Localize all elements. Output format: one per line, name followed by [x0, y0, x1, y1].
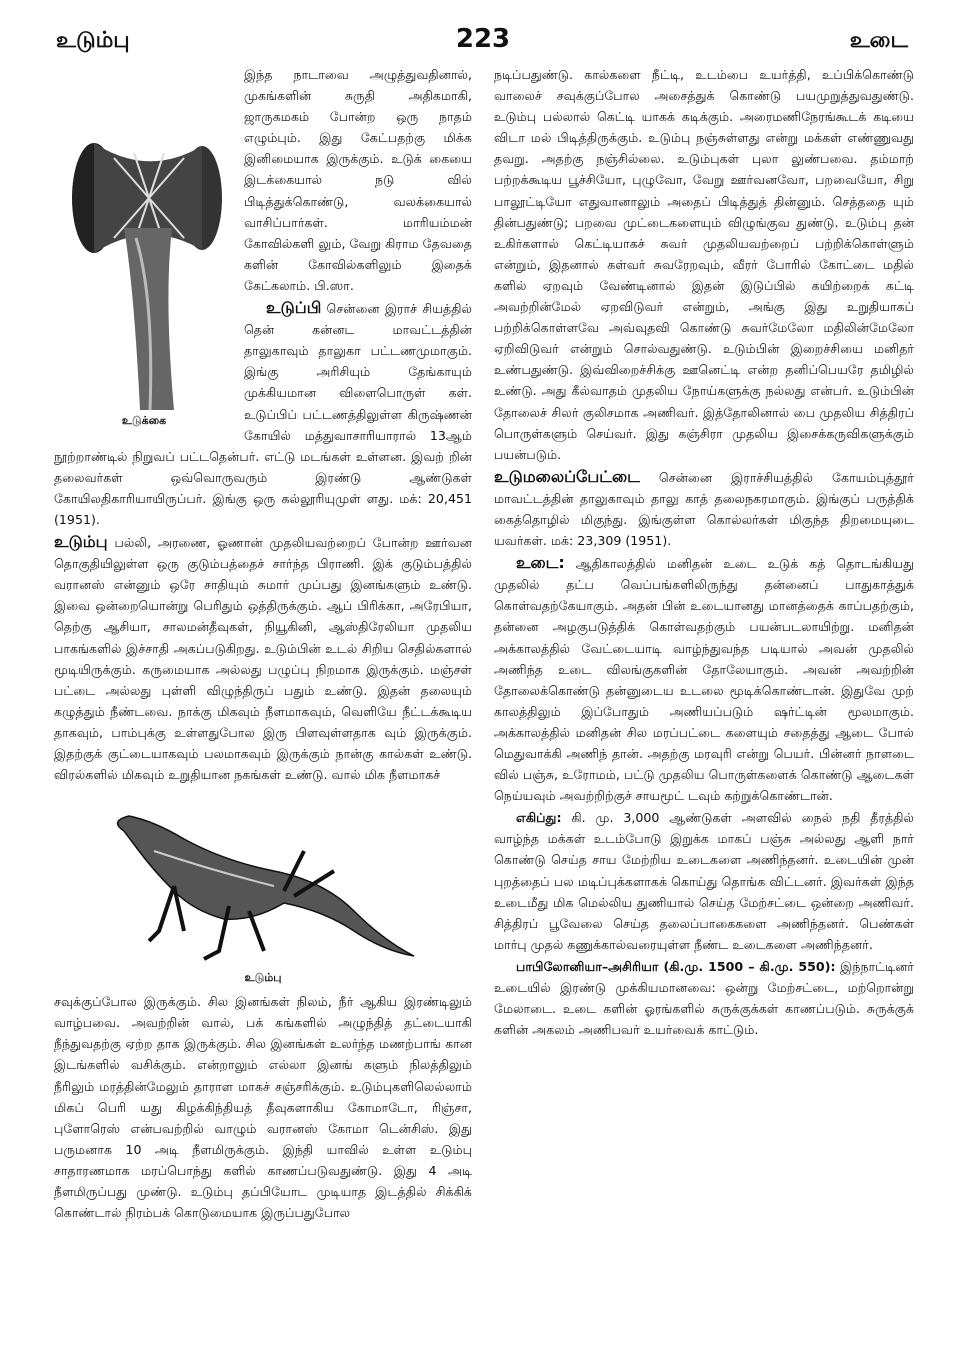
- babylon-text: இந்நாட்டினர் உடையில் இரண்டு முக்கியமானவை: ஒன்று மேற்சட்டை, மற்றொன்று மேலாடை. உடை களின் ஓரங்களில் சுருக்குக்கள் காணப்படும். சுருக்குக் களின் அகலம் அணிபவர் உயர்வைக் காட்டும்.: [494, 958, 914, 1038]
- left-para-after: சவுக்குப்போல இருக்கும். சில இனங்கள் நிலம், நீர் ஆகிய இரண்டிலும் வாழ்பவை. அவற்றின் வால், பக் கங்களில் அழுந்தித் தட்டையாகி நீந்துவதற்கு ஏற்ற தாக இருக்கும். சில இனங்கள் உலர்ந்த மணற்பாங் கான இடங்களில் வசிக்கும். என்றாலும் எல்லா இனங் களும் நிலத்திலும் நீரிலும் மரத்தின்மேலும் தாராள மாகச் சஞ்சரிக்கும். உடும்புகளிலெல்லாம் மிகப் பெரி யது கிழக்கிந்தியத் தீவுகளாகிய கோமாடோ, ரிஞ்சா, புளோரெஸ் என்பவற்றில் வாழும் வரானஸ் கோமா டென்சிஸ். இது பருமனாக 10 அடி நீளமிருக்கும். இந்தி யாவில் உள்ள உடும்பு சாதாரணமாக மரப்பொந்து களில் காணப்படுவதுண்டு. இது 4 அடி நீளமிருப்பது முண்டு. உடும்பு தப்பியோட முடியாத இடத்தில் சிக்கிக் கொண்டால் நிரம்பக் கொடுமையாக இருப்பதுபோல: [54, 994, 472, 1221]
- udai-headword: உடை:: [516, 553, 565, 573]
- egypt-text: கி. மு. 3,000 ஆண்டுகள் அளவில் நைல் நதி தீரத்தில் வாழ்ந்த மக்கள் உடம்போடு இறுக்க மாகப் பஞ்சு அல்லது ஆளி நார் கொண்டு செய்த சாய மேற்றிய உடைகளை அணிந்தனர். உடையின் முன் புறத்தைப் பல மடிப்புக்களாகக் கொய்து தொங்க விட்டனர். இவர்கள் இந்த உடைமீது மிக மெல்லிய துணியால் செய்த மேற்சட்டை ஒன்றை அணிவர். சித்திரப் பூவேலை செய்த தலைப்பாகைகளை அணிந்தனர். பெண்கள் மார்பு முதல் கணுக்கால்வரையுள்ள நீண்ட உடைகளை அணிந்தனர்.: [494, 810, 914, 952]
- drum-caption: உடுக்கை: [121, 414, 167, 427]
- header-right-word: உடை: [849, 28, 908, 53]
- header-left-word: உடும்பு: [56, 28, 130, 53]
- egypt-heading: எகிப்து:: [516, 810, 562, 826]
- udumbu-entry: [54, 531, 472, 785]
- udumbu-headword: உடும்பு: [54, 532, 108, 552]
- page-number: 223: [455, 24, 511, 54]
- udumalai-entry: [494, 466, 914, 551]
- udumalai-headword: உடுமலைப்பேட்டை: [494, 466, 640, 486]
- page-header: [0, 0, 966, 60]
- udupi-text: சென்னை இராச் சியத்தில் தென் கன்னட மாவட்டத்தின் தாலுகாவும் தாலுகா பட்டணமுமாகும். இங்கு அரிசியும் தேங்காயும் முக்கியமான விளைபொருள் கள். உடுப்பிப் பட்டணத்திலுள்ள கிருஷ்ணன் கோயில் மத்துவாசாரியாரால் 13ஆம் நூற்றாண்டில் நிறுவப் பட்டதென்பர். எட்டு மடங்கள் உள்ளன. இவற் றின் தலைவர்கள் ஒவ்வொருவரும் இரண்டு ஆண்டுகள் கோயிலதிகாரியாயிருப்பர். இங்கு ஒரு கல்லூரியுமுள் ளது. மக்: 20,451 (1951).: [54, 301, 472, 527]
- babylon-section: [494, 956, 914, 1040]
- left-column: [54, 64, 472, 1223]
- right-para-1: நடிப்பதுண்டு. கால்களை நீட்டி, உடம்பை உயர்த்தி, உப்பிக்கொண்டு வாலைச் சவுக்குப்போல அசைத்துக் கொண்டு பயமுறுத்துவதுண்டு. உடும்பு பல்லால் கெட்டி யாகக் கடிக்கும். அரைமணிநேரங்கூடக் கடியை விடா மல் பிடித்திருக்கும். உடும்பு நஞ்சுள்ளது என்று மக்கள் எண்ணுவது தவறு. அதற்கு நஞ்சில்லை. உடும்புகள் புலா லுண்பவை. தம்மாற் பற்றக்கூடிய பூச்சியோ, புழுவோ, வேறு ஊர்வனவோ, பறவையோ, சிறு பாலூட்டியோ எதுவானாலும் அதைப் பிடித்துத் தின்னும். செத்ததை யும் தின்பதுண்டு; பறவை முட்டைகளையும் விழுங்குவ துண்டு. உடும்பு தன் உகிர்களால் கெட்டியாகச் சுவர் முதலியவற்றைப் பற்றிக்கொள்ளும் என்றும், இதனால் கள்வர் சுவரேறவும், வீரர் போரில் கோட்டை மதில் களில் ஏறவும் வேண்டினால் இதன் இடுப்பில் கயிற்றைக் கட்டி அவற்றின்மேல் ஏறவிடுவர் என்றும், அங்கு இது உறுதியாகப் பற்றிக்கொள்ளவே அவ்வுதவி கொண்டு சுவர்மேலோ மதிலின்மேலோ ஏறிவிடுவர் என்றும் சொல்வதுண்டு. உடும்பின் இறைச்சியை மனிதர் உண்பதுண்டு. இவ்விறைச்சிக்கு ஊனெட்டி என்ற தனிப்பெயரே தமிழில் உண்டு. அது கீல்வாதம் முதலிய நோய்களுக்கு நல்லது என்பர். உடும்பின் தோலைச் சிலர் குலிசமாக அணிவர். இத்தோலினால் பை முதலிய சித்திரப் பொருள்களும் செய்வர். இது கஞ்சிரா முதலிய இசைக்கருவிகளுக்கும் பயன்படும்.: [494, 67, 914, 462]
- udai-entry: [494, 552, 914, 806]
- udai-text: ஆதிகாலத்தில் மனிதன் உடை உடுக் கத் தொடங்கியது முதலில் தட்ப வெப்பங்களிலிருந்து தன்னைப் பாதுகாத்துக் கொள்வதற்கேயாகும். அதன் பின் உடையானது மானத்தைக் காப்பதற்கும், தன்னை அழகுபடுத்திக் கொள்வதற்கும் பயன்படலாயிற்று. மனிதன் அக்காலத்தில் வேட்டையாடி வாழ்ந்துவந்த படியால் அவன் முதலில் அணிந்த உடை விலங்குகளின் தோலேயாகும். அவன் அவற்றின் தோலைக்கொண்டு தன்னுடைய உடலை மூடிக்கொண்டான். இதுவே முற் காலத்திலும் இப்போதும் அணியப்படும் ஷர்ட்டின் மூலமாகும். அக்காலத்தில் மனிதன் சில மரப்பட்டை களையும் சதைத்து ஆடை போல் மெதுவாக்கி அணிந் தான். அதற்கு மரவுரி என்று பெயர். பின்னர் நாளடை வில் பஞ்சு, உரோமம், பட்டு முதலிய பொருள்களைக் கொண்டு ஆடைகள் நெய்யவும் அவற்றிற்குச் சாயமூட் டவும் கற்றுக்கொண்டான்.: [494, 556, 914, 804]
- monitor-lizard-illustration-icon: [54, 791, 472, 967]
- egypt-section: [494, 807, 914, 955]
- drum-figure: [54, 128, 234, 430]
- lizard-figure: [54, 791, 472, 987]
- udumalai-text: சென்னை இராச்சியத்தில் கோயம்புத்தூர் மாவட்டத்தின் தாலுகாவும் தாலு காத் தலைநகரமாகும். இங்குப் பருத்திக் கைத்தொழில் மிகுந்து. இங்குள்ள கொல்லர்கள் மிகுந்த திறமையுடை யவர்கள். மக்: 23,309 (1951).: [494, 469, 914, 549]
- right-column: [494, 64, 914, 1040]
- udumbu-text: பல்லி, அரணை, ஓணான் முதலியவற்றைப் போன்ற ஊர்வன தொகுதியிலுள்ள ஒரு குடும்பத்தைச் சார்ந்த பிராணி. இக் குடும்பத்தில் வரானஸ் என்னும் ஒரே சாதியும் சுமார் முப்பது இனங்களும் உண்டு. இவை ஒன்றையொன்று பெரிதும் ஒத்திருக்கும். ஆப் பிரிக்கா, அரேபியா, தெற்கு ஆசியா, சாலமன்தீவுகள், நியூகினி, ஆஸ்திரேலியா முதலிய பாகங்களில் இச்சாதி அகப்படுகிறது. உடும்பின் உடல் சிறிய செதில்களால் மூடியிருக்கும். கருமையாக அல்லது பழுப்பு நிறமாக இருக்கும். மஞ்சள் பட்டை அல்லது புள்ளி விழுந்திருப் பதும் உண்டு. இதன் தலையும் கழுத்தும் நீண்டவை. நாக்கு மிகவும் நீளமாகவும், வெளியே நீட்டக்கூடிய தாகவும், பாம்புக்கு உள்ளதுபோல இரு பிளவுள்ளதாக வும் இருக்கும். இதற்குக் குட்டையாகவும் பலமாகவும் இருக்கும் நான்கு கால்கள் உண்டு. விரல்களில் மிகவும் உறுதியான நகங்கள் உண்டு. வால் மிக நீளமாகச்: [54, 535, 472, 783]
- udupi-headword: உடுப்பி: [266, 298, 322, 318]
- babylon-heading: பாபிலோனியா–அசிரியா (கி.மு. 1500 – கி.மு. 550):: [516, 958, 836, 974]
- lizard-caption: உடும்பு: [244, 971, 282, 985]
- drum-illustration-icon: [54, 128, 234, 410]
- left-para-1: இந்த நாடாவை அழுத்துவதினால், முகங்களின் சுருதி அதிகமாகி, ஜாருகமகம் போன்ற ஒரு நாதம் எழும்பும். இது கேட்பதற்கு மிக்க இனிமையாக இருக்கும். உடுக் கையை இடக்கையால் நடு வில் பிடித்துக்கொண்டு, வலக்கையால் வாசிப்பார்கள். மாரியம்மன் கோவில்களி லும், வேறு கிராம தேவதை களின் கோவில்களிலும் இதைக் கேட்கலாம். பி.ஸா.: [244, 67, 472, 293]
